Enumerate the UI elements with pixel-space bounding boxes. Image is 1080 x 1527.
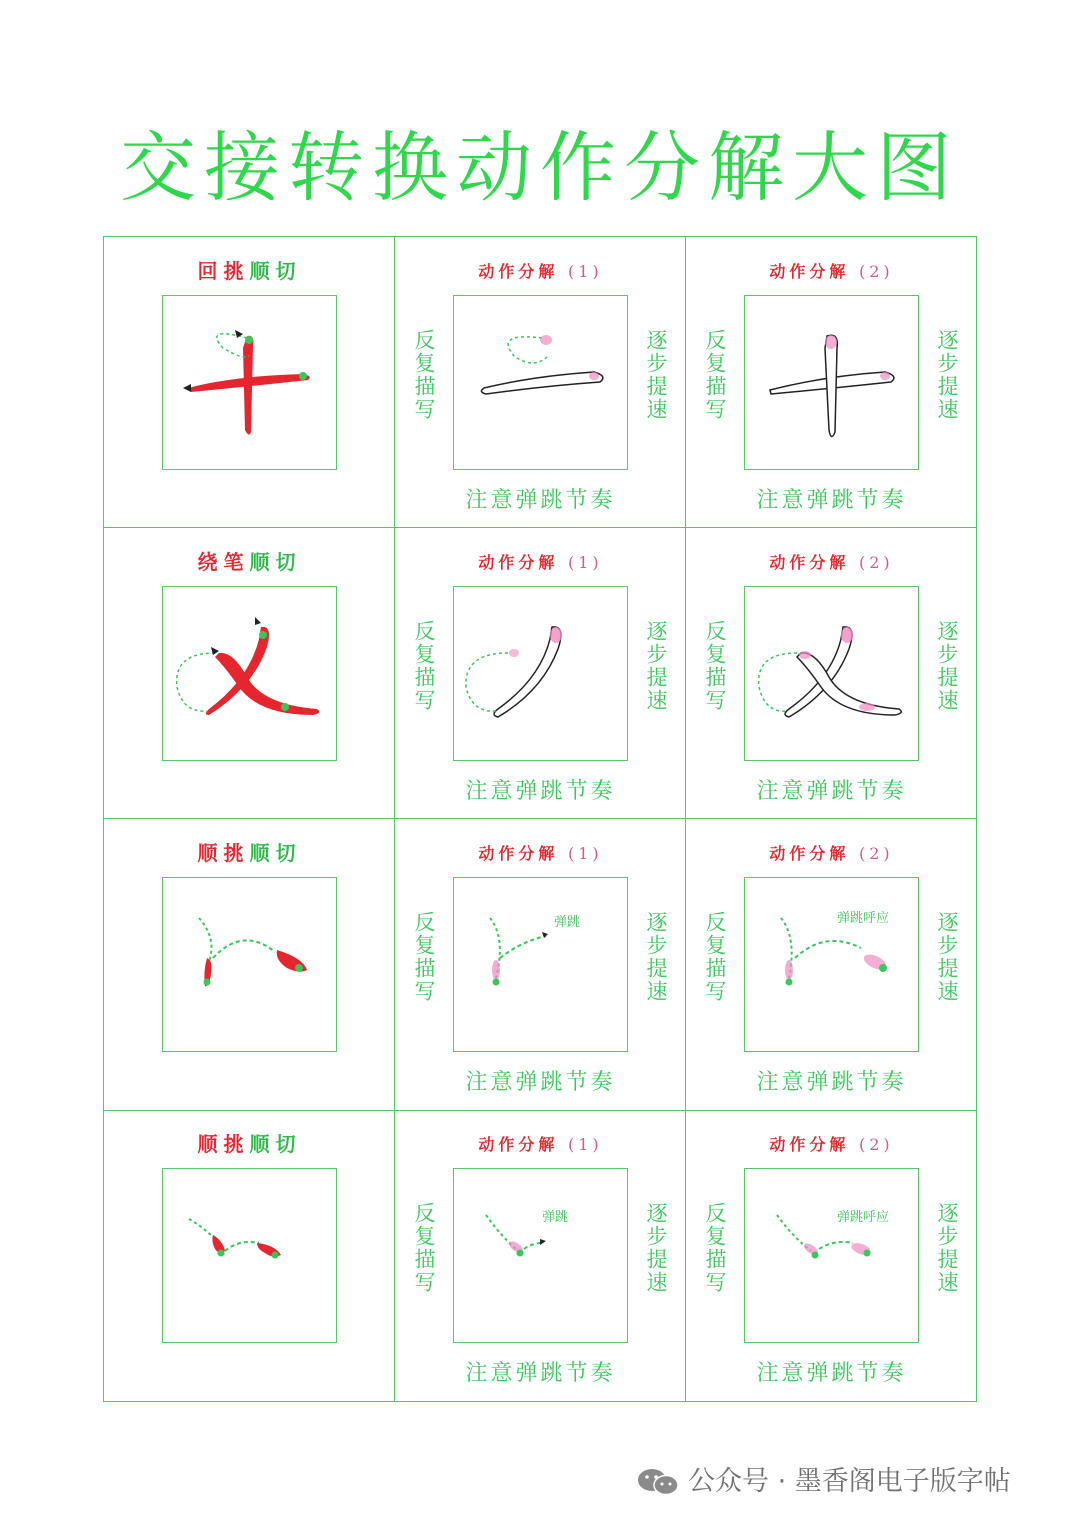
cell-main — [104, 819, 395, 1110]
decomposition-grid — [103, 236, 977, 1402]
technique-label-red: 顺挑 — [197, 841, 250, 865]
side-note-right: 逐步提速 — [935, 620, 959, 712]
step-label: 动作分解 (2) — [769, 262, 894, 281]
wechat-icon — [636, 1466, 680, 1498]
side-note-right: 逐步提速 — [644, 1202, 668, 1294]
cell-main — [104, 1110, 395, 1401]
annotation-text: 弹跳呼应 — [837, 1210, 890, 1225]
footer-text: 公众号 · 墨香阁电子版字帖 — [688, 1466, 1011, 1497]
stroke-illustration — [745, 1169, 917, 1341]
side-note-right: 逐步提速 — [935, 911, 959, 1003]
technique-label-red: 顺挑 — [197, 1132, 250, 1156]
stroke-box — [162, 295, 337, 470]
step-label: 动作分解 (2) — [769, 844, 894, 863]
technique-label-red: 回挑 — [197, 259, 250, 283]
side-note-left: 反复描写 — [703, 329, 727, 421]
bottom-note: 注意弹跳节奏 — [465, 779, 616, 804]
cell-step-2 — [686, 819, 977, 1110]
step-label: 动作分解 (1) — [478, 262, 603, 281]
side-note-left: 反复描写 — [703, 1202, 727, 1294]
stroke-box — [162, 877, 337, 1052]
bottom-note: 注意弹跳节奏 — [756, 488, 907, 513]
cell-step-1 — [395, 528, 686, 819]
technique-label-green: 顺切 — [249, 259, 302, 283]
technique-label — [104, 837, 395, 866]
side-note-right: 逐步提速 — [935, 1202, 959, 1294]
step-label: 动作分解 (1) — [478, 553, 603, 572]
stroke-illustration — [454, 878, 626, 1050]
technique-label-green: 顺切 — [249, 1132, 302, 1156]
technique-label-green: 顺切 — [249, 841, 302, 865]
side-note-right: 逐步提速 — [644, 329, 668, 421]
bottom-note: 注意弹跳节奏 — [465, 488, 616, 513]
stroke-box — [453, 1168, 628, 1343]
side-note-right: 逐步提速 — [935, 329, 959, 421]
cell-step-2 — [686, 1110, 977, 1401]
cell-main — [104, 528, 395, 819]
stroke-box — [162, 1168, 337, 1343]
stroke-illustration — [163, 878, 335, 1050]
bottom-note: 注意弹跳节奏 — [756, 1070, 907, 1095]
cell-step-2 — [686, 528, 977, 819]
cell-step-1 — [395, 819, 686, 1110]
stroke-box — [744, 295, 919, 470]
footer-watermark — [636, 1462, 1011, 1502]
annotation-text: 弹跳 — [554, 915, 581, 930]
side-note-left: 反复描写 — [703, 911, 727, 1003]
stroke-box — [453, 877, 628, 1052]
technique-label — [104, 1128, 395, 1157]
side-note-left: 反复描写 — [412, 1202, 436, 1294]
step-label: 动作分解 (1) — [478, 1135, 603, 1154]
stroke-illustration — [745, 587, 917, 759]
technique-label — [104, 546, 395, 575]
side-note-left: 反复描写 — [703, 620, 727, 712]
cell-main — [104, 237, 395, 528]
step-label: 动作分解 (1) — [478, 844, 603, 863]
annotation-text: 弹跳呼应 — [837, 911, 890, 926]
stroke-illustration — [163, 296, 335, 468]
stroke-illustration — [163, 1169, 335, 1341]
stroke-illustration — [454, 1169, 626, 1341]
step-label: 动作分解 (2) — [769, 1135, 894, 1154]
cell-step-1 — [395, 237, 686, 528]
side-note-right: 逐步提速 — [644, 620, 668, 712]
side-note-right: 逐步提速 — [644, 911, 668, 1003]
bottom-note: 注意弹跳节奏 — [756, 779, 907, 804]
stroke-box — [744, 877, 919, 1052]
technique-label-red: 绕笔 — [197, 550, 250, 574]
stroke-box — [453, 586, 628, 761]
stroke-illustration — [454, 587, 626, 759]
side-note-left: 反复描写 — [412, 620, 436, 712]
bottom-note: 注意弹跳节奏 — [465, 1361, 616, 1386]
stroke-illustration — [454, 296, 626, 468]
stroke-illustration — [163, 587, 335, 759]
side-note-left: 反复描写 — [412, 329, 436, 421]
stroke-box — [744, 586, 919, 761]
stroke-illustration — [745, 878, 917, 1050]
annotation-text: 弹跳 — [542, 1210, 569, 1225]
technique-label — [104, 255, 395, 284]
cell-step-1 — [395, 1110, 686, 1401]
stroke-box — [744, 1168, 919, 1343]
cell-step-2 — [686, 237, 977, 528]
step-label: 动作分解 (2) — [769, 553, 894, 572]
stroke-box — [162, 586, 337, 761]
side-note-left: 反复描写 — [412, 911, 436, 1003]
bottom-note: 注意弹跳节奏 — [465, 1070, 616, 1095]
technique-label-green: 顺切 — [249, 550, 302, 574]
page-title: 交接转换动作分解大图 — [120, 123, 960, 212]
stroke-illustration — [745, 296, 917, 468]
bottom-note: 注意弹跳节奏 — [756, 1361, 907, 1386]
stroke-box — [453, 295, 628, 470]
